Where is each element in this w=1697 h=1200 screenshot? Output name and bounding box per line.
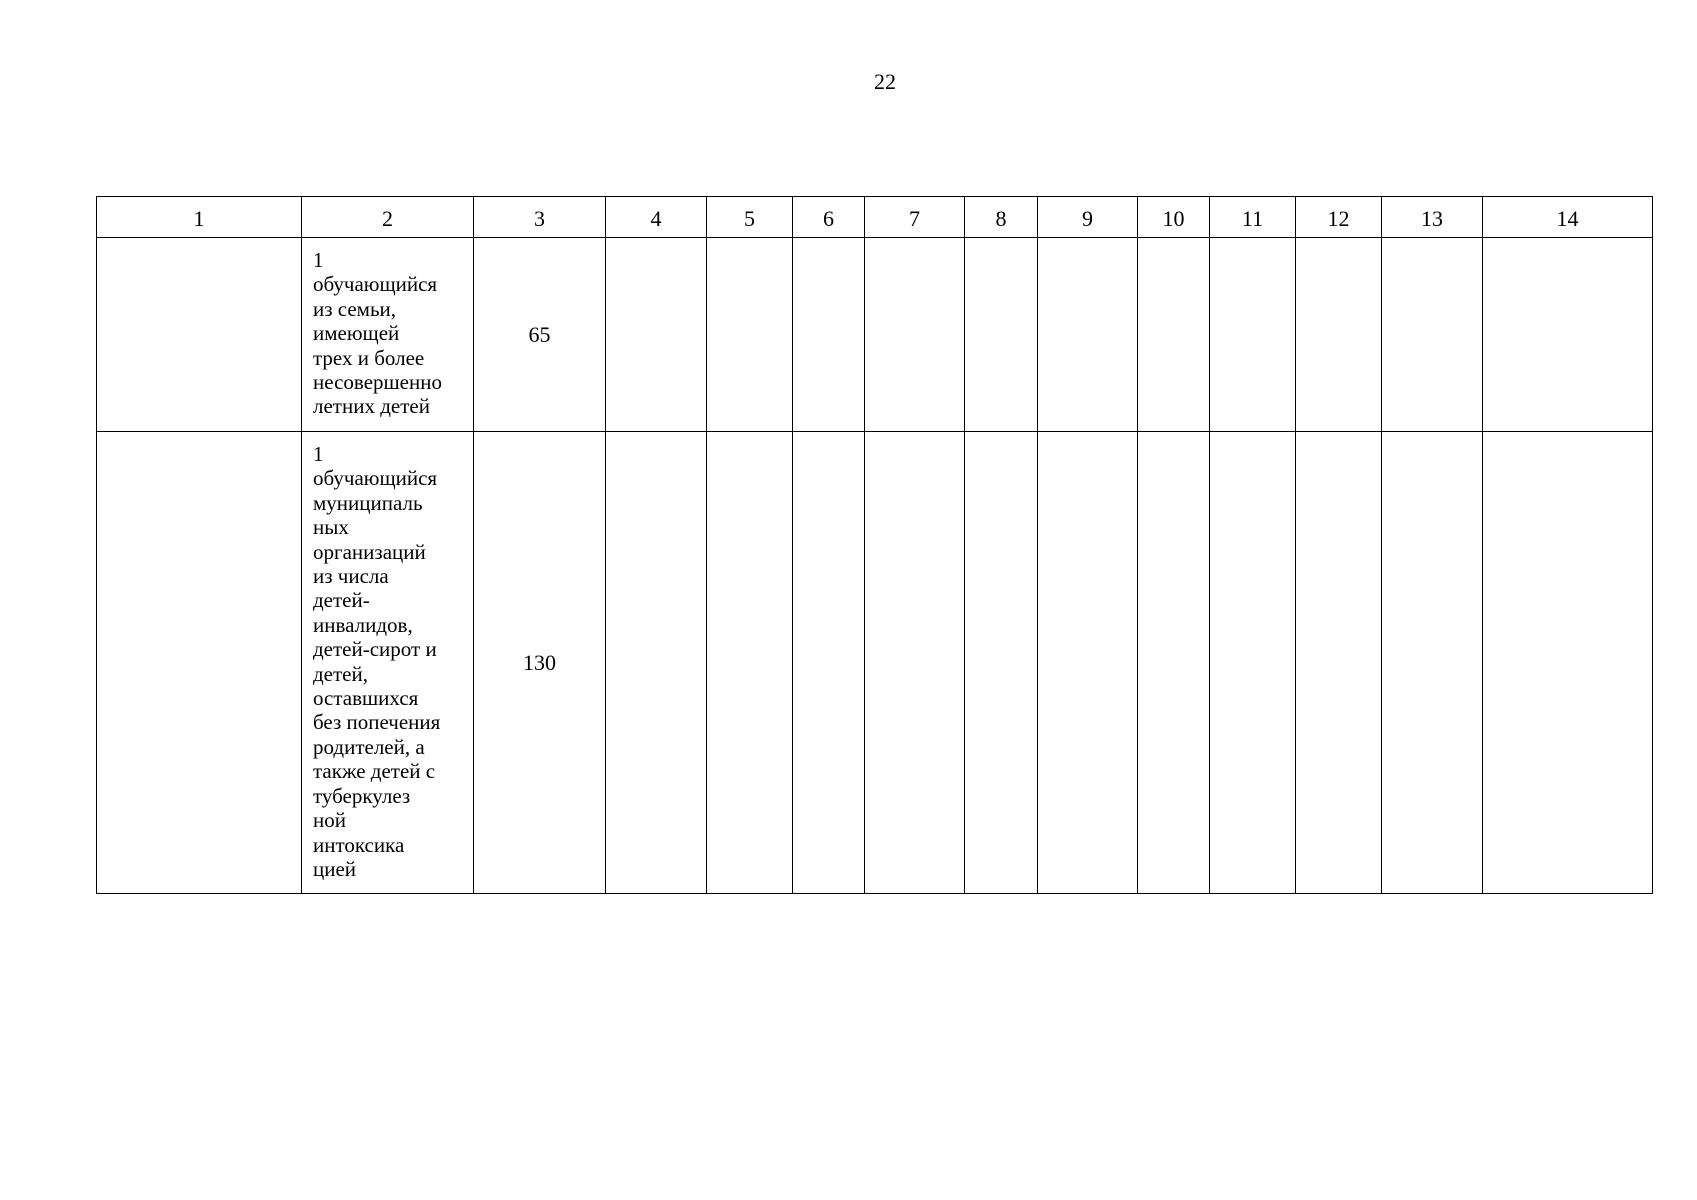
cell-text: 1 обучающийся муниципаль ных организаций из числа детей- инвалидов, детей-сирот и детей, оставшихся без попечения родителей, а также детей с туберкулез ной интоксика цией (313, 442, 441, 881)
page-number: 22 (874, 69, 896, 94)
column-header: 7 (865, 197, 965, 238)
table-row (97, 432, 1653, 894)
table-cell-description (302, 432, 474, 894)
table-cell-value: 65 (474, 238, 606, 432)
column-header: 8 (965, 197, 1038, 238)
table-header-row (97, 197, 1653, 238)
data-table (96, 196, 1653, 894)
table-cell (1296, 238, 1382, 432)
table-cell (97, 432, 302, 894)
column-header: 5 (707, 197, 793, 238)
table-cell (606, 238, 707, 432)
table-cell (1382, 432, 1483, 894)
column-header: 13 (1382, 197, 1483, 238)
table-cell (865, 238, 965, 432)
table-cell (965, 238, 1038, 432)
table-cell (1483, 238, 1653, 432)
table-cell (793, 238, 865, 432)
table-cell (1296, 432, 1382, 894)
table-cell (707, 238, 793, 432)
table-cell (965, 432, 1038, 894)
column-header: 10 (1138, 197, 1210, 238)
column-header: 3 (474, 197, 606, 238)
table-cell (1210, 432, 1296, 894)
column-header: 12 (1296, 197, 1382, 238)
table-cell (1210, 238, 1296, 432)
table-cell (793, 432, 865, 894)
column-header: 1 (97, 197, 302, 238)
table-cell (1138, 238, 1210, 432)
column-header: 9 (1038, 197, 1138, 238)
table-cell (97, 238, 302, 432)
table-cell-value: 130 (474, 432, 606, 894)
table-cell (1382, 238, 1483, 432)
table-cell (1038, 432, 1138, 894)
column-header: 2 (302, 197, 474, 238)
table-cell-description (302, 238, 474, 432)
cell-text: 1 обучающийся из семьи, имеющей трех и более несовершенно летних детей (313, 248, 442, 419)
table-cell (1038, 238, 1138, 432)
table-cell (1483, 432, 1653, 894)
column-header: 14 (1483, 197, 1653, 238)
column-header: 11 (1210, 197, 1296, 238)
table-cell (1138, 432, 1210, 894)
table-cell (606, 432, 707, 894)
column-header: 4 (606, 197, 707, 238)
table-cell (707, 432, 793, 894)
table-cell (865, 432, 965, 894)
column-header: 6 (793, 197, 865, 238)
table-row (97, 238, 1653, 432)
